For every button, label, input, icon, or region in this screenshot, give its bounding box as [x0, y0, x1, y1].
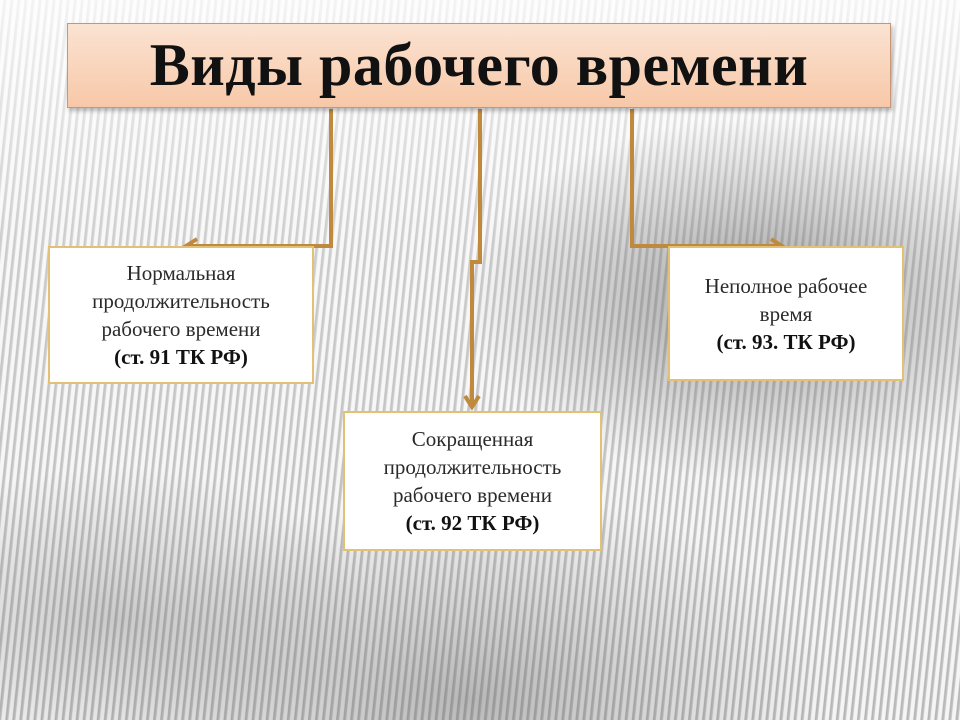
node-text-line: рабочего времени [101, 317, 261, 341]
node-normal-duration [48, 246, 314, 384]
node-text-line: продолжительность [383, 455, 562, 479]
connector-left [186, 109, 331, 246]
node-law-reference: (ст. 92 ТК РФ) [405, 511, 540, 535]
node-text-line: Сокращенная [411, 427, 534, 451]
connector-right [632, 109, 782, 246]
connector-middle [472, 109, 480, 407]
node-text-line: продолжительность [92, 289, 270, 313]
node-part-time [668, 246, 904, 381]
title-box [67, 23, 891, 108]
node-text-line: рабочего времени [392, 483, 552, 507]
node-reduced-duration [343, 411, 602, 551]
diagram-title: Виды рабочего времени [149, 32, 809, 98]
node-text-line: Нормальная [126, 261, 236, 285]
node-text-line: Неполное рабочее [704, 273, 868, 298]
node-law-reference: (ст. 93. ТК РФ) [716, 329, 856, 354]
node-text-line: время [759, 301, 813, 326]
node-law-reference: (ст. 91 ТК РФ) [114, 345, 248, 369]
